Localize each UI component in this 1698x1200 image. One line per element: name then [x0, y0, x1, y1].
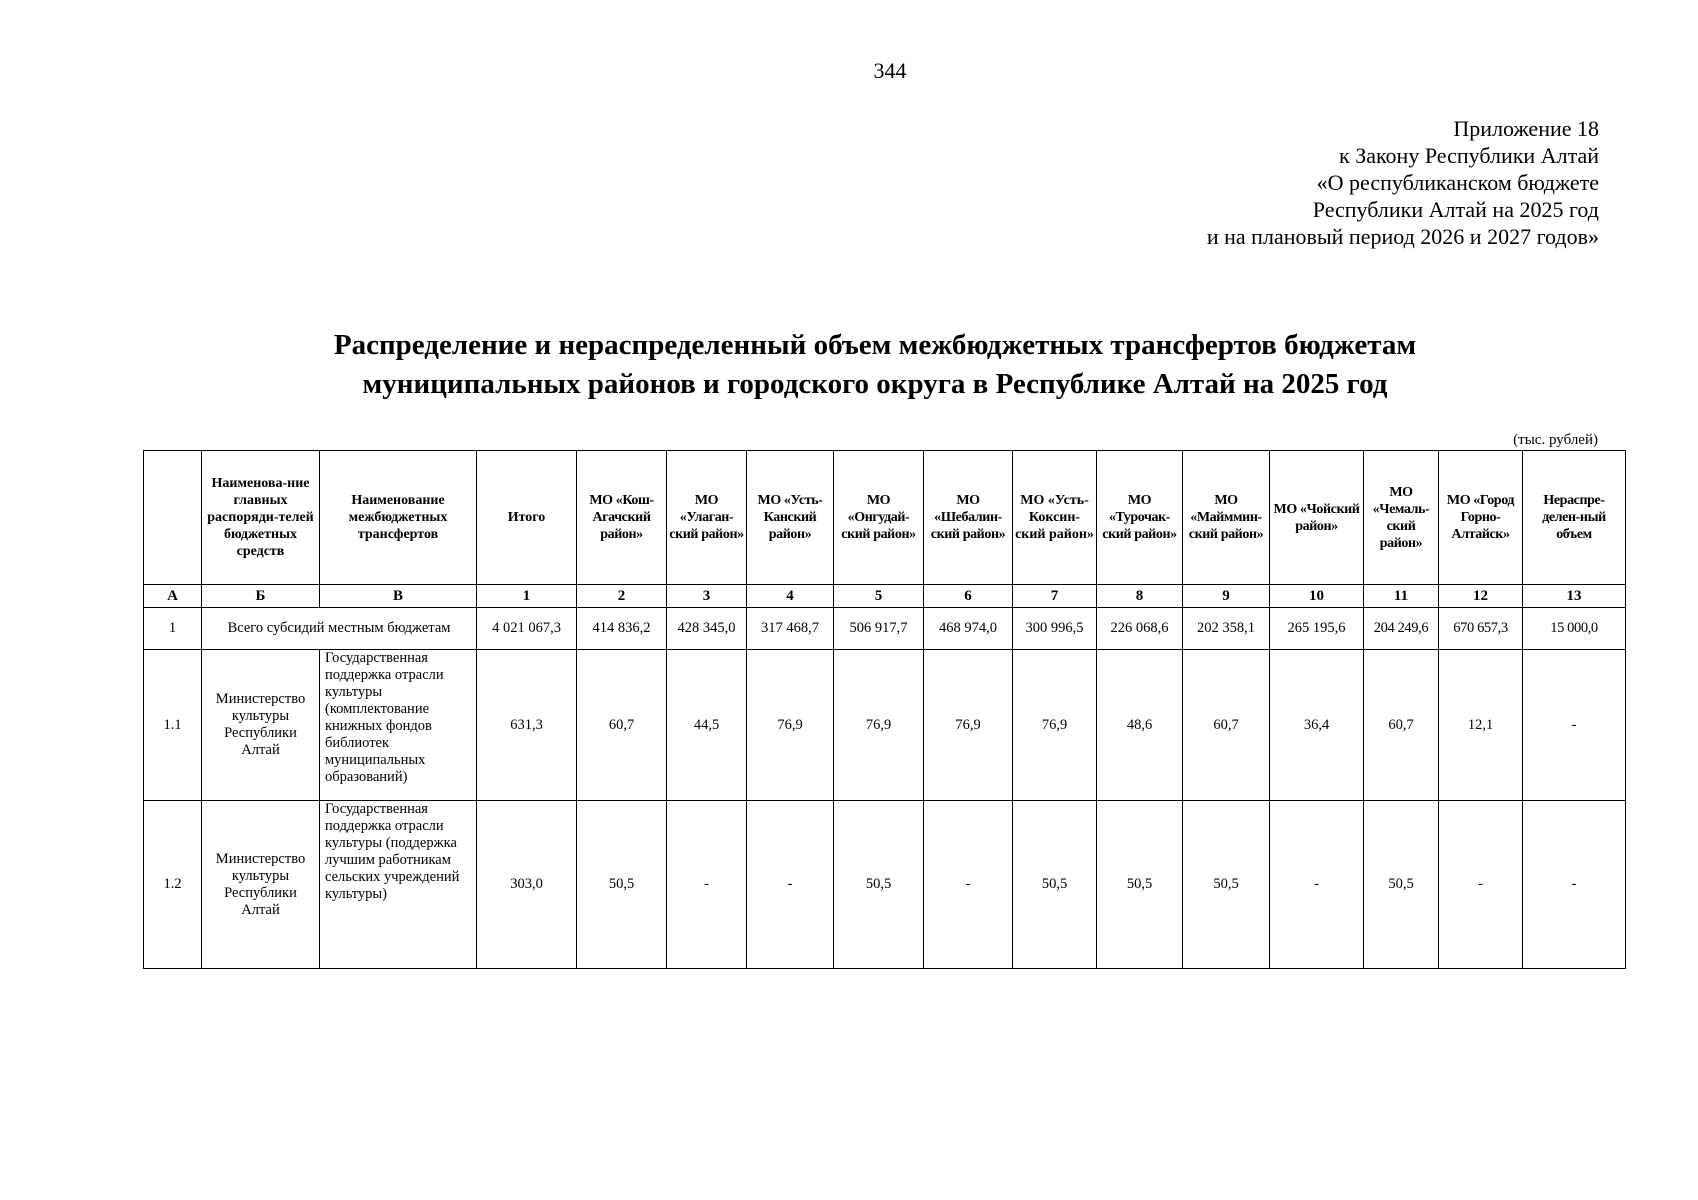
- value-cell: 300 996,5: [1013, 608, 1097, 650]
- value-cell: 50,5: [1013, 801, 1097, 969]
- value-cell: 631,3: [477, 650, 577, 801]
- header-cell: МО «Усть-Канский район»: [747, 451, 834, 585]
- total-label: Всего субсидий местным бюджетам: [202, 608, 477, 650]
- row-number: 1.1: [144, 650, 202, 801]
- header-cell: МО «Улаган-ский район»: [667, 451, 747, 585]
- value-cell: 4 021 067,3: [477, 608, 577, 650]
- value-cell: 60,7: [1183, 650, 1270, 801]
- value-cell: 428 345,0: [667, 608, 747, 650]
- header-cell: МО «Чойский район»: [1270, 451, 1364, 585]
- header-cell: Наименова-ние главных распоряди-телей бюджетных средств: [202, 451, 320, 585]
- header-cell: МО «Город Горно-Алтайск»: [1439, 451, 1523, 585]
- value-cell: -: [1523, 650, 1626, 801]
- value-cell: 50,5: [577, 801, 667, 969]
- value-cell: 204 249,6: [1364, 608, 1439, 650]
- header-cell: Наименование межбюджетных трансфертов: [320, 451, 477, 585]
- header-cell: МО «Шебалин-ский район»: [924, 451, 1013, 585]
- value-cell: 414 836,2: [577, 608, 667, 650]
- index-cell: 10: [1270, 585, 1364, 608]
- value-cell: 36,4: [1270, 650, 1364, 801]
- value-cell: 303,0: [477, 801, 577, 969]
- index-cell: А: [144, 585, 202, 608]
- transfers-table: [143, 450, 1626, 969]
- value-cell: 15 000,0: [1523, 608, 1626, 650]
- title-line: Распределение и нераспределенный объем межбюджетных трансфертов бюджетам: [333, 329, 1417, 361]
- value-cell: 50,5: [1097, 801, 1183, 969]
- ministry-cell: Министерство культуры Республики Алтай: [202, 650, 320, 801]
- title-line: муниципальных районов и городского округа в Республике Алтай на 2025 год: [362, 368, 1388, 400]
- appendix-line: «О республиканском бюджете: [1316, 170, 1599, 195]
- value-cell: 76,9: [834, 650, 924, 801]
- index-cell: 8: [1097, 585, 1183, 608]
- value-cell: -: [747, 801, 834, 969]
- column-index-row: [144, 585, 1626, 608]
- value-cell: 60,7: [1364, 650, 1439, 801]
- value-cell: 317 468,7: [747, 608, 834, 650]
- header-cell: МО «Кош-Агачский район»: [577, 451, 667, 585]
- value-cell: 60,7: [577, 650, 667, 801]
- value-cell: -: [1523, 801, 1626, 969]
- total-row: [144, 608, 1626, 650]
- appendix-line: Приложение 18: [1453, 116, 1599, 141]
- value-cell: 670 657,3: [1439, 608, 1523, 650]
- value-cell: 76,9: [1013, 650, 1097, 801]
- value-cell: 468 974,0: [924, 608, 1013, 650]
- appendix-line: и на плановый период 2026 и 2027 годов»: [1206, 224, 1599, 249]
- value-cell: 76,9: [747, 650, 834, 801]
- header-cell: МО «Чемаль-ский район»: [1364, 451, 1439, 585]
- index-cell: Б: [202, 585, 320, 608]
- index-cell: 5: [834, 585, 924, 608]
- table-row: [144, 650, 1626, 801]
- header-cell: МО «Турочак-ский район»: [1097, 451, 1183, 585]
- header-cell: МО «Майммин-ский район»: [1183, 451, 1270, 585]
- value-cell: 50,5: [834, 801, 924, 969]
- table-header-row: [144, 451, 1626, 585]
- value-cell: -: [1439, 801, 1523, 969]
- value-cell: 50,5: [1364, 801, 1439, 969]
- index-cell: 11: [1364, 585, 1439, 608]
- appendix-note: [1207, 115, 1599, 250]
- transfer-cell: Государственная поддержка отрасли культуры (комплектование книжных фондов библиотек муниципальных образований): [320, 650, 477, 801]
- value-cell: 44,5: [667, 650, 747, 801]
- page-number: 344: [873, 58, 907, 83]
- units-label: (тыс. рублей): [1513, 432, 1598, 448]
- appendix-line: Республики Алтай на 2025 год: [1312, 197, 1599, 222]
- index-cell: 7: [1013, 585, 1097, 608]
- value-cell: 50,5: [1183, 801, 1270, 969]
- value-cell: -: [924, 801, 1013, 969]
- header-cell: Итого: [477, 451, 577, 585]
- value-cell: 226 068,6: [1097, 608, 1183, 650]
- index-cell: 12: [1439, 585, 1523, 608]
- row-number: 1: [144, 608, 202, 650]
- index-cell: 4: [747, 585, 834, 608]
- index-cell: 13: [1523, 585, 1626, 608]
- document-title: [0, 326, 1698, 404]
- value-cell: 76,9: [924, 650, 1013, 801]
- header-cell: МО «Онгудай-ский район»: [834, 451, 924, 585]
- transfer-cell: Государственная поддержка отрасли культуры (поддержка лучшим работникам сельских учреждений культуры): [320, 801, 477, 969]
- appendix-line: к Закону Республики Алтай: [1339, 143, 1599, 168]
- index-cell: 3: [667, 585, 747, 608]
- value-cell: 48,6: [1097, 650, 1183, 801]
- value-cell: 265 195,6: [1270, 608, 1364, 650]
- value-cell: 12,1: [1439, 650, 1523, 801]
- index-cell: 2: [577, 585, 667, 608]
- index-cell: 1: [477, 585, 577, 608]
- header-cell: [144, 451, 202, 585]
- index-cell: В: [320, 585, 477, 608]
- index-cell: 9: [1183, 585, 1270, 608]
- value-cell: -: [1270, 801, 1364, 969]
- value-cell: 506 917,7: [834, 608, 924, 650]
- header-cell: МО «Усть-Коксин-ский район»: [1013, 451, 1097, 585]
- header-cell: Нераспре-делен-ный объем: [1523, 451, 1626, 585]
- table-row: [144, 801, 1626, 969]
- value-cell: -: [667, 801, 747, 969]
- row-number: 1.2: [144, 801, 202, 969]
- index-cell: 6: [924, 585, 1013, 608]
- value-cell: 202 358,1: [1183, 608, 1270, 650]
- ministry-cell: Министерство культуры Республики Алтай: [202, 801, 320, 969]
